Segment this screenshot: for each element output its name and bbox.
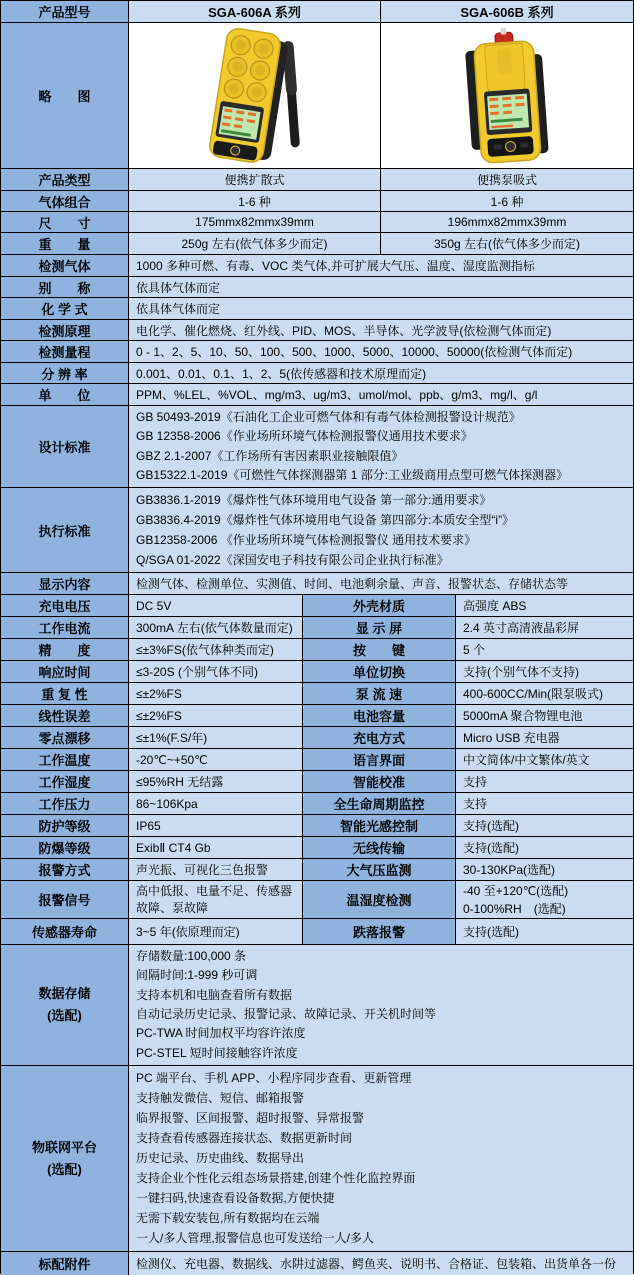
table-row-alias — [1, 277, 633, 298]
row-label-2: 泵 流 速 — [303, 683, 456, 704]
row-label: 设计标准 — [1, 406, 129, 487]
row-label: 别 称 — [1, 277, 129, 297]
value-b: 196mmx82mmx39mm — [381, 212, 633, 232]
row-label-2: 无线传输 — [303, 837, 456, 858]
row-label-2: 电池容量 — [303, 705, 456, 726]
standard-line: GB3836.4-2019《爆炸性气体环境用电气设备 第四部分:本质安全型“i”》 — [136, 512, 515, 527]
row-label-sketch: 略 图 — [1, 23, 129, 168]
standard-line: GBZ 2.1-2007《工作场所有害因素职业接触限值》 — [136, 448, 404, 463]
table-row-linearity-error — [1, 705, 633, 727]
row-label: 重 复 性 — [1, 683, 129, 704]
row-label-2: 智能光感控制 — [303, 815, 456, 836]
table-row-accuracy — [1, 639, 633, 661]
row-label-2: 跌落报警 — [303, 919, 456, 944]
row-value-2: 高强度 ABS — [456, 595, 633, 616]
iot-feature-line: 历史记录、历史曲线、数据导出 — [136, 1150, 305, 1165]
row-value: 0.001、0.01、0.1、1、2、5(依传感器和技术原理而定) — [129, 363, 633, 383]
row-label-2: 单位切换 — [303, 661, 456, 682]
device-b-image-cell — [381, 23, 633, 168]
iot-feature-line: 临界报警、区间报警、超时报警、异常报警 — [136, 1110, 365, 1125]
row-label: 防护等级 — [1, 815, 129, 836]
row-value-2: 支持(选配) — [456, 837, 633, 858]
row-value-1 — [129, 881, 303, 918]
table-row-alarm-mode — [1, 859, 633, 881]
table-row-response-time — [1, 661, 633, 683]
row-value-2: 支持 — [456, 771, 633, 792]
row-label: 传感器寿命 — [1, 919, 129, 944]
row-value-1: ExibⅡ CT4 Gb — [129, 837, 303, 858]
table-row-model — [1, 1, 633, 23]
row-label: 报警信号 — [1, 881, 129, 918]
device-a-image-cell — [129, 23, 381, 168]
table-row-dimensions — [1, 212, 633, 233]
row-value: 依具体气体而定 — [129, 298, 633, 319]
row-label-2: 语言界面 — [303, 749, 456, 770]
row-label: 化 学 式 — [1, 298, 129, 319]
row-value-1: ≤95%RH 无结露 — [129, 771, 303, 792]
row-label: 工作压力 — [1, 793, 129, 814]
row-value: 1000 多种可燃、有毒、VOC 类气体,并可扩展大气压、温度、湿度监测指标 — [129, 255, 633, 276]
table-row-detection-principle — [1, 320, 633, 341]
row-label-2: 外壳材质 — [303, 595, 456, 616]
standard-line: GB 12358-2006《作业场所环境气体检测报警仪通用技术要求》 — [136, 429, 473, 444]
row-label: 重 量 — [1, 233, 129, 254]
table-row-explosion-proof — [1, 837, 633, 859]
row-value-2: 400-600CC/Min(限泵吸式) — [456, 683, 633, 704]
model-a-header: SGA-606A 系列 — [129, 1, 381, 22]
table-row-working-temp — [1, 749, 633, 771]
iot-feature-line: 支持查看传感器连接状态、数据更新时间 — [136, 1130, 353, 1145]
row-label: 零点漂移 — [1, 727, 129, 748]
iot-feature-line: 一键扫码,快速查看设备数据,方便快捷 — [136, 1191, 335, 1206]
data-storage-line: 间隔时间:1-999 秒可调 — [136, 968, 258, 983]
row-label: 工作湿度 — [1, 771, 129, 792]
data-storage-line: 自动记录历史记录、报警记录、故障记录、开关机时间等 — [136, 1007, 437, 1022]
design-standards-list — [129, 406, 633, 487]
row-label-2: 显 示 屏 — [303, 617, 456, 638]
row-label: 检测气体 — [1, 255, 129, 276]
row-label: 分 辨 率 — [1, 363, 129, 383]
row-value-1: ≤±2%FS — [129, 683, 303, 704]
table-row-resolution — [1, 363, 633, 384]
table-row-charge-voltage — [1, 595, 633, 617]
row-value-1: ≤±2%FS — [129, 705, 303, 726]
row-label: 产品类型 — [1, 169, 129, 190]
row-label-2: 智能校准 — [303, 771, 456, 792]
row-label-model: 产品型号 — [1, 1, 129, 22]
pump-detector-image — [381, 24, 633, 168]
iot-feature-list — [129, 1066, 633, 1251]
row-label: 工作电流 — [1, 617, 129, 638]
row-value-2: 支持(个别气体不支持) — [456, 661, 633, 682]
row-value: 依具体气体而定 — [129, 277, 633, 297]
table-row-detection-range — [1, 341, 633, 363]
row-label: 检测量程 — [1, 341, 129, 362]
row-label: 防爆等级 — [1, 837, 129, 858]
iot-feature-line: 无需下载安装包,所有数据均在云端 — [136, 1211, 320, 1226]
data-storage-label-line: (选配) — [47, 1008, 82, 1023]
value-a: 便携扩散式 — [129, 169, 381, 190]
data-storage-label-line: 数据存储 — [38, 986, 91, 1001]
table-row-working-pressure — [1, 793, 633, 815]
row-label-2: 温湿度检测 — [303, 881, 456, 918]
row-label: 工作温度 — [1, 749, 129, 770]
table-row-sensor-life — [1, 919, 633, 945]
row-value-2: 支持(选配) — [456, 815, 633, 836]
data-storage-line: 支持本机和电脑查看所有数据 — [136, 987, 293, 1002]
iot-feature-line: 支持触发微信、短信、邮箱报警 — [136, 1090, 305, 1105]
table-row-exec-standards — [1, 488, 633, 573]
temp-humidity-line: -40 至+120℃(选配) — [463, 883, 569, 898]
value-b: 1-6 种 — [381, 191, 633, 211]
row-label: 线性误差 — [1, 705, 129, 726]
row-label: 尺 寸 — [1, 212, 129, 232]
table-row-chemical-formula — [1, 298, 633, 320]
row-label-2: 按 键 — [303, 639, 456, 660]
standard-line: GB15322.1-2019《可燃性气体探测器第 1 部分:工业级商用点型可燃气体探测器》 — [136, 467, 569, 482]
row-value-2: 30-130KPa(选配) — [456, 859, 633, 880]
row-value-1: 3~5 年(依原理而定) — [129, 919, 303, 944]
row-label: 报警方式 — [1, 859, 129, 880]
table-row-units — [1, 384, 633, 406]
table-row-zero-drift — [1, 727, 633, 749]
value-a: 1-6 种 — [129, 191, 381, 211]
model-b-header: SGA-606B 系列 — [381, 1, 633, 22]
row-value-1: IP65 — [129, 815, 303, 836]
row-value-1: 300mA 左右(依气体数量而定) — [129, 617, 303, 638]
table-row-product-type — [1, 169, 633, 191]
iot-label-line: 物联网平台 — [31, 1139, 97, 1155]
table-row-detected-gas — [1, 255, 633, 277]
standard-line: GB 50493-2019《石油化工企业可燃气体和有毒气体检测报警设计规范》 — [136, 410, 521, 425]
standard-line: Q/SGA 01-2022《深国安电子科技有限公司企业执行标准》 — [136, 552, 449, 567]
temp-humidity-line: 0-100%RH (选配) — [463, 902, 566, 917]
table-row-working-humidity — [1, 771, 633, 793]
table-row-working-current — [1, 617, 633, 639]
iot-feature-line: 支持企业个性化云组态场景搭建,创建个性化监控界面 — [136, 1171, 416, 1186]
row-value-1: 声光振、可视化三色报警 — [129, 859, 303, 880]
row-value-1: -20℃~+50℃ — [129, 749, 303, 770]
diffusion-detector-image — [130, 24, 380, 168]
row-label: 精 度 — [1, 639, 129, 660]
row-value-1: DC 5V — [129, 595, 303, 616]
value-a: 250g 左右(依气体多少而定) — [129, 233, 381, 254]
table-row-weight — [1, 233, 633, 255]
row-value: 检测仪、充电器、数据线、水阱过滤器、鳄鱼夹、说明书、合格证、包装箱、出货单各一份 — [129, 1252, 633, 1275]
row-label: 检测原理 — [1, 320, 129, 340]
row-value-2: 支持 — [456, 793, 633, 814]
table-row-design-standards — [1, 406, 633, 488]
row-value-2: 5000mA 聚合物锂电池 — [456, 705, 633, 726]
data-storage-line: PC-STEL 短时间接触容许浓度 — [136, 1045, 298, 1060]
row-label-2: 充电方式 — [303, 727, 456, 748]
table-row-data-storage — [1, 945, 633, 1066]
row-label: 气体组合 — [1, 191, 129, 211]
row-label-2: 全生命周期监控 — [303, 793, 456, 814]
row-label: 显示内容 — [1, 573, 129, 594]
value-b: 350g 左右(依气体多少而定) — [381, 233, 633, 254]
row-value: 检测气体、检测单位、实测值、时间、电池剩余量、声音、报警状态、存储状态等 — [129, 573, 633, 594]
row-label — [1, 945, 129, 1065]
row-value-2 — [456, 881, 633, 918]
row-value-1: ≤3-20S (个别气体不同) — [129, 661, 303, 682]
row-value-1: 86~106Kpa — [129, 793, 303, 814]
row-value-2: 中文简体/中文繁体/英文 — [456, 749, 633, 770]
alarm-signal-text: 高中低报、电量不足、传感器故障、泵故障 — [136, 884, 293, 915]
data-storage-line: PC-TWA 时间加权平均容许浓度 — [136, 1026, 306, 1041]
iot-feature-line: 一人/多人管理,报警信息也可发送给一人/多人 — [136, 1231, 375, 1246]
value-b: 便携泵吸式 — [381, 169, 633, 190]
table-row-iot-platform — [1, 1066, 633, 1252]
standard-line: GB12358-2006 《作业场所环境气体检测报警仪 通用技术要求》 — [136, 532, 477, 547]
table-row-display-content — [1, 573, 633, 595]
iot-label-line: (选配) — [47, 1161, 82, 1177]
table-row-alarm-signal — [1, 881, 633, 919]
row-value: 0 - 1、2、5、10、50、100、500、1000、5000、10000、50000(依检测气体而定) — [129, 341, 633, 362]
iot-feature-line: PC 端平台、手机 APP、小程序同步查看、更新管理 — [136, 1070, 412, 1085]
row-value: PPM、%LEL、%VOL、mg/m3、ug/m3、umol/mol、ppb、g/m3、mg/l、g/l — [129, 384, 633, 405]
row-value-2: Micro USB 充电器 — [456, 727, 633, 748]
row-label: 充电电压 — [1, 595, 129, 616]
row-label: 执行标准 — [1, 488, 129, 572]
standard-line: GB3836.1-2019《爆炸性气体环境用电气设备 第一部分:通用要求》 — [136, 492, 492, 507]
table-row-protection-rating — [1, 815, 633, 837]
data-storage-list — [129, 945, 633, 1065]
table-row-sketch — [1, 23, 633, 169]
table-row-gas-combo — [1, 191, 633, 212]
row-value-2: 2.4 英寸高清液晶彩屏 — [456, 617, 633, 638]
row-label: 标配附件 — [1, 1252, 129, 1275]
row-label: 响应时间 — [1, 661, 129, 682]
data-storage-line: 存储数量:100,000 条 — [136, 949, 247, 964]
row-value-2: 支持(选配) — [456, 919, 633, 944]
row-value-1: ≤±3%FS(依气体种类而定) — [129, 639, 303, 660]
row-label — [1, 1066, 129, 1251]
table-row-repeatability — [1, 683, 633, 705]
row-value: 电化学、催化燃烧、红外线、PID、MOS、半导体、光学波导(依检测气体而定) — [129, 320, 633, 340]
row-label: 单 位 — [1, 384, 129, 405]
row-label-2: 大气压监测 — [303, 859, 456, 880]
exec-standards-list — [129, 488, 633, 572]
value-a: 175mmx82mmx39mm — [129, 212, 381, 232]
row-value-1: ≤±1%(F.S/年) — [129, 727, 303, 748]
row-value-2: 5 个 — [456, 639, 633, 660]
